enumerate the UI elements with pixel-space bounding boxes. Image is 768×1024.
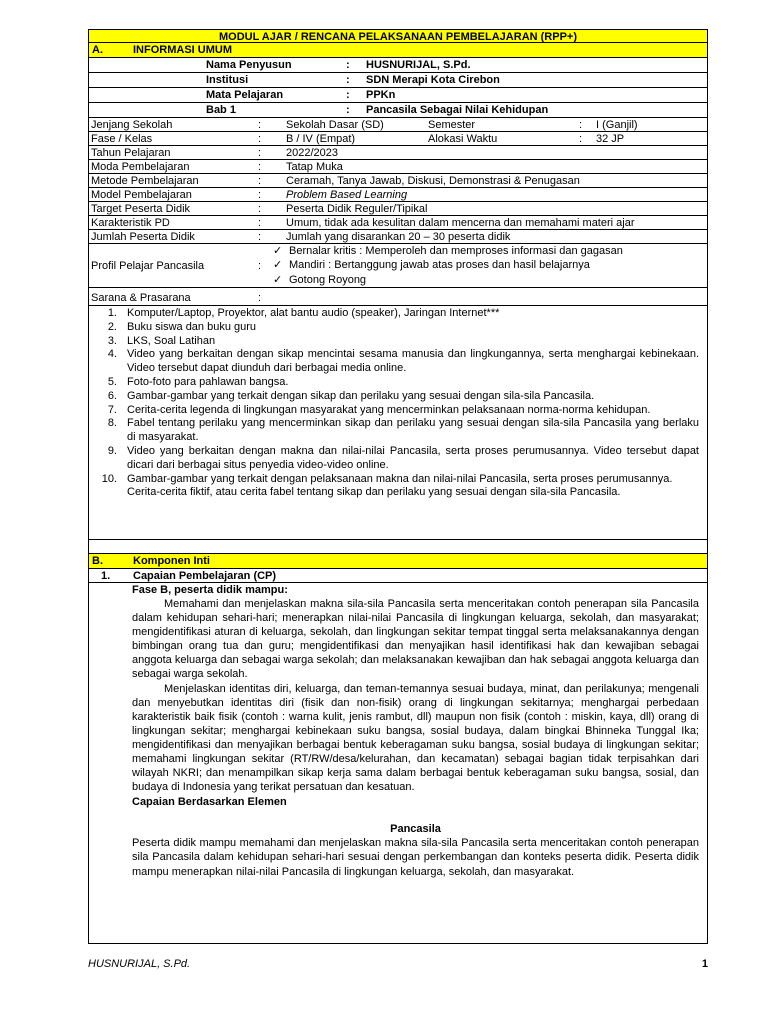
cp-pancasila-text: Peserta didik mampu memahami dan menjelaskan makna sila-sila Pancasila serta menceritakan contoh penerapan sila Pancasila dalam kehidupan sehari-hari sesuai dengan perkembangan dan konteks peserta didik. Peserta didik mampu menerapkan nilai-nilai Pancasila di lingkungan keluarga, sekolah, dan masyarakat. [132, 837, 699, 878]
section-b-header [88, 554, 708, 569]
info-label: Fase / Kelas [91, 133, 153, 145]
profil-item: ✓ Mandiri : Bertanggung jawab atas proses dan hasil belajarnya [273, 259, 590, 272]
identity-colon: : [346, 89, 350, 101]
spacer-row [88, 540, 708, 554]
list-item: 9. Video yang berkaitan dengan makna dan nilai-nilai Pancasila, serta proses perumusannya. Video tersebut dapat dicari dari berbagai situs penyedia video-video online. [107, 444, 699, 471]
info-row-moda [88, 160, 708, 174]
sarana-label: Sarana & Prasarana [91, 292, 191, 304]
identity-value: SDN Merapi Kota Cirebon [366, 74, 500, 86]
identity-label: Mata Pelajaran [206, 89, 284, 101]
cp-content [88, 583, 708, 944]
list-item: 3. LKS, Soal Latihan [107, 334, 216, 347]
info-label-2: Alokasi Waktu [428, 133, 498, 145]
page-footer [88, 958, 708, 970]
check-icon: ✓ [273, 273, 283, 286]
info-label: Metode Pembelajaran [91, 175, 199, 187]
identity-label: Nama Penyusun [206, 59, 292, 71]
cp-paragraph-1: Memahami dan menjelaskan makna sila-sila Pancasila serta menceritakan contoh penerapan sila Pancasila dalam kehidupan sehari-hari; menerapkan nilai-nilai Pancasila di lingkungan keluarga, sekolah, dan masyarakat; mengidentifikasi aturan di keluarga, sekolah, dan lingkungan sekitar tempat tinggal serta melaksanakannya dengan bimbingan orang tua dan guru; mengidentifikasi dan menyajikan hasil identifikasi hak dan kewajiban sebagai anggota keluarga dan sebagai warga sekolah; dan melaksanakan kewajiban dan hak sebagai anggota keluarga dan sebagai warga sekolah. [132, 598, 699, 681]
info-row-jumlah [88, 230, 708, 244]
sarana-row [88, 288, 708, 306]
info-row-metode [88, 174, 708, 188]
identity-label: Institusi [206, 74, 249, 86]
info-value: B / IV (Empat) [286, 133, 356, 145]
cp-fase-title: Fase B, peserta didik mampu: [132, 584, 288, 596]
info-colon: : [258, 231, 262, 243]
sarana-list [89, 307, 707, 500]
info-value: Umum, tidak ada kesulitan dalam mencerna dan memahami materi ajar [286, 217, 635, 229]
section-b-letter: B. [92, 555, 103, 567]
section-a-header [88, 43, 708, 58]
info-label: Target Peserta Didik [91, 203, 191, 215]
list-item: 8. Fabel tentang perilaku yang mencerminkan sikap dan perilaku yang sesuai dengan sila-sila Pancasila yang berlaku di masyarakat. [107, 417, 699, 444]
cp-title-row [88, 569, 708, 583]
info-value: Ceramah, Tanya Jawab, Diskusi, Demonstrasi & Penugasan [286, 175, 580, 187]
list-item: 1. Komputer/Laptop, Proyektor, alat bantu audio (speaker), Jaringan Internet*** [107, 307, 500, 319]
check-icon: ✓ [273, 245, 283, 257]
sarana-list-row [88, 306, 708, 540]
list-item: 2. Buku siswa dan buku guru [107, 320, 257, 333]
identity-row [88, 103, 708, 118]
info-row-karakteristik [88, 216, 708, 230]
list-item: Cerita-cerita fiktif, atau cerita fabel tentang sikap dan perilaku yang sesuai dengan sila-sila Pancasila. [127, 486, 621, 499]
identity-value: HUSNURIJAL, S.Pd. [366, 59, 471, 71]
info-row-model [88, 188, 708, 202]
cp-number: 1. [101, 570, 111, 582]
list-item: 6. Gambar-gambar yang terkait dengan sikap dan perilaku yang sesuai dengan sila-sila Pancasila. [107, 389, 595, 402]
info-row-fase [88, 132, 708, 146]
info-colon: : [258, 217, 262, 229]
identity-colon: : [346, 59, 350, 71]
info-colon: : [579, 119, 583, 131]
cp-title: Capaian Pembelajaran (CP) [133, 570, 277, 582]
profil-list [267, 244, 623, 287]
info-colon: : [258, 119, 262, 131]
cp-paragraph-2: Menjelaskan identitas diri, keluarga, dan teman-temannya sesuai budaya, minat, dan perilakunya; mengenali dan menyebutkan identitas diri (fisik dan non-fisik) orang di lingkungan sekitarnya; menghargai perbedaan karakteristik baik fisik (contoh : warna kulit, jenis rambut, dll) maupun non fisik (contoh : miskin, kaya, dll) orang di lingkungan sekitar; menghargai kebinekaan suku bangsa, sosial budaya, dalam bingkai Bhinneka Tunggal Ika; mengidentifikasi dan menyajikan berbagai bentuk keberagaman suku bangsa, sosial budaya di lingkungan sekitar; memahami lingkungan sekitar (RT/RW/desa/kelurahan, dan kecamatan) sebagai bagian tidak terpisahkan dari wilayah NKRI; dan menampilkan sikap kerja sama dalam berbagai bentuk keberagaman suku bangsa, sosial, dan budaya di Indonesia yang terikat persatuan dan kesatuan. [132, 682, 699, 794]
cp-elemen-title: Capaian Berdasarkan Elemen [132, 796, 287, 809]
info-value-2: I (Ganjil) [596, 119, 638, 131]
identity-value: PPKn [366, 89, 396, 101]
info-colon: : [258, 189, 262, 201]
info-label: Model Pembelajaran [91, 189, 192, 201]
sarana-colon: : [258, 292, 262, 304]
identity-value: Pancasila Sebagai Nilai Kehidupan [366, 104, 549, 116]
profil-row [88, 244, 708, 288]
info-value: Sekolah Dasar (SD) [286, 119, 384, 131]
info-row-tahun [88, 146, 708, 160]
info-value: Tatap Muka [286, 161, 343, 173]
page-number: 1 [701, 958, 708, 970]
info-colon: : [579, 133, 583, 145]
identity-row [88, 88, 708, 103]
section-b-title: Komponen Inti [133, 555, 210, 567]
info-row-jenjang [88, 118, 708, 132]
doc-title-row [88, 29, 708, 43]
info-label: Tahun Pelajaran [91, 147, 171, 159]
info-value-2: 32 JP [596, 133, 625, 145]
info-label: Moda Pembelajaran [91, 161, 190, 173]
info-value: Jumlah yang disarankan 20 – 30 peserta didik [286, 231, 511, 243]
identity-colon: : [346, 74, 350, 86]
check-icon: ✓ [273, 259, 283, 272]
info-label: Jenjang Sekolah [91, 119, 173, 131]
info-row-target [88, 202, 708, 216]
info-value: Problem Based Learning [286, 189, 408, 201]
info-label: Jumlah Peserta Didik [91, 231, 195, 243]
profil-item: ✓ Bernalar kritis : Memperoleh dan memproses informasi dan gagasan [273, 245, 623, 257]
info-colon: : [258, 175, 262, 187]
info-value: 2022/2023 [286, 147, 338, 159]
document-page [88, 29, 708, 944]
identity-row [88, 73, 708, 88]
info-label-2: Semester [428, 119, 476, 131]
info-colon: : [258, 133, 262, 145]
cp-pancasila-title: Pancasila [390, 823, 441, 836]
list-item: 5. Foto-foto para pahlawan bangsa. [107, 375, 289, 388]
section-a-letter: A. [92, 44, 103, 56]
identity-colon: : [346, 104, 350, 116]
info-colon: : [258, 161, 262, 173]
profil-colon: : [258, 260, 262, 272]
info-value: Peserta Didik Reguler/Tipikal [286, 203, 428, 215]
info-label: Karakteristik PD [91, 217, 170, 229]
info-colon: : [258, 203, 262, 215]
doc-title: MODUL AJAR / RENCANA PELAKSANAAN PEMBELAJARAN (RPP+) [218, 31, 578, 43]
profil-label: Profil Pelajar Pancasila [91, 260, 205, 272]
info-colon: : [258, 147, 262, 159]
profil-item: ✓ Gotong Royong [273, 273, 367, 286]
list-item: 7. Cerita-cerita legenda di lingkungan masyarakat yang mencerminkan pelaksanaan norma-norma kehidupan. [107, 403, 651, 416]
footer-author: HUSNURIJAL, S.Pd. [88, 958, 191, 970]
identity-label: Bab 1 [206, 104, 236, 116]
section-a-title: INFORMASI UMUM [133, 44, 232, 56]
identity-row [88, 58, 708, 73]
list-item: 10. Gambar-gambar yang terkait dengan pelaksanaan makna dan nilai-nilai Pancasila, serta proses perumusannya. [101, 472, 673, 485]
list-item: 4. Video yang berkaitan dengan sikap mencintai sesama manusia dan lingkungannya, serta menghargai kebinekaan. Video tersebut dapat diunduh dari berbagai media online. [107, 348, 699, 375]
